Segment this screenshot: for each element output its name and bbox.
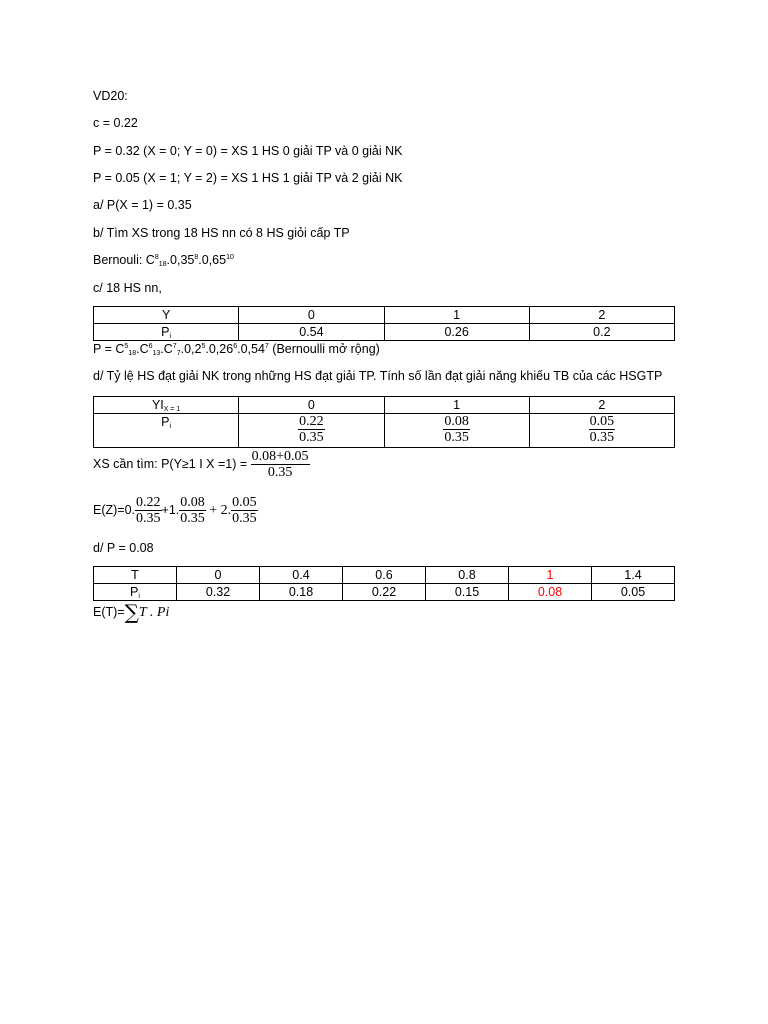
table-cell: 1 xyxy=(384,307,529,324)
table-cell: 1.4 xyxy=(592,567,675,584)
table-row xyxy=(94,584,675,601)
numerator: 0.05 xyxy=(589,414,615,429)
term: .C xyxy=(160,342,173,356)
numerator: 0.08 xyxy=(180,495,205,511)
table-header-row xyxy=(94,397,675,414)
table-cell: 0.54 xyxy=(239,324,384,341)
sub: 13 xyxy=(152,350,161,357)
generalized-bernoulli-formula xyxy=(93,341,380,357)
sub: X = 1 xyxy=(163,406,181,413)
conditional-probability-line xyxy=(93,448,310,480)
sup: 7 xyxy=(264,343,269,350)
bernoulli-prefix: Bernouli: C xyxy=(93,253,155,267)
row-label: P xyxy=(130,585,139,599)
table-cell: 0.26 xyxy=(384,324,529,341)
table-cell: 2 xyxy=(529,397,674,414)
table-cell: 1 xyxy=(384,397,529,414)
denominator: 0.35 xyxy=(299,430,324,445)
fraction xyxy=(231,495,258,526)
et-prefix: E(T)= xyxy=(93,605,125,619)
term: .0,54 xyxy=(237,342,265,356)
row-label: P xyxy=(161,415,170,429)
xs-prefix: XS cần tìm: P(Y≥1 I X =1) = xyxy=(93,457,251,471)
term: + 2. xyxy=(205,503,232,518)
sub: 18 xyxy=(128,350,137,357)
table-cell: 0 xyxy=(239,397,384,414)
table-cell: Y xyxy=(94,307,239,324)
row-label: YI xyxy=(151,398,164,412)
term: P = C xyxy=(93,342,125,356)
line-part-d2: d/ P = 0.08 xyxy=(93,541,154,555)
table-cell xyxy=(94,324,239,341)
denominator: 0.35 xyxy=(232,511,257,527)
line-c: c = 0.22 xyxy=(93,116,138,130)
fraction xyxy=(251,449,310,480)
sup: 8 xyxy=(154,254,159,261)
table-cell xyxy=(529,414,674,448)
numerator: 0.08+0.05 xyxy=(251,449,309,465)
table-cell xyxy=(384,414,529,448)
line-p-x0-y0: P = 0.32 (X = 0; Y = 0) = XS 1 HS 0 giải TP và 0 giải NK xyxy=(93,144,403,158)
table-cell: 0.6 xyxy=(343,567,426,584)
denominator: 0.35 xyxy=(267,465,293,481)
term: .C xyxy=(136,342,149,356)
sup: 6 xyxy=(148,343,153,350)
numerator: 0.22 xyxy=(136,495,161,511)
table-header-row xyxy=(94,567,675,584)
term: +1. xyxy=(161,503,180,517)
denominator: 0.35 xyxy=(180,511,205,527)
row-label: P xyxy=(161,325,170,339)
term: .0,2 xyxy=(180,342,202,356)
ez-prefix: E(Z)=0. xyxy=(93,503,136,517)
fraction xyxy=(179,495,206,526)
table-cell xyxy=(94,397,239,414)
table-cell: 0.22 xyxy=(343,584,426,601)
table-cell xyxy=(239,414,384,448)
table-cell: 0.18 xyxy=(260,584,343,601)
sup: 5 xyxy=(124,343,129,350)
line-part-b: b/ Tìm XS trong 18 HS nn có 8 HS giỏi cấp TP xyxy=(93,226,350,240)
numerator: 0.22 xyxy=(299,414,324,429)
table-cell: 2 xyxy=(529,307,674,324)
sum-term: T . Pi xyxy=(138,605,170,620)
term: (Bernoulli mở rộng) xyxy=(268,342,380,356)
table-header-row xyxy=(94,307,675,324)
table-cell: 1 xyxy=(509,567,592,584)
sup: 8 xyxy=(194,254,199,261)
sup: 10 xyxy=(226,254,234,261)
term: .0,65 xyxy=(198,253,227,267)
sigma-icon: ∑ xyxy=(124,600,139,624)
fraction xyxy=(443,414,470,445)
conditional-distribution-table xyxy=(93,396,675,448)
table-cell: 0.15 xyxy=(426,584,509,601)
fraction xyxy=(589,414,616,445)
table-cell: 0.4 xyxy=(260,567,343,584)
table-cell: 0.05 xyxy=(592,584,675,601)
line-part-c: c/ 18 HS nn, xyxy=(93,281,162,295)
numerator: 0.05 xyxy=(232,495,257,511)
sub: 7 xyxy=(176,350,181,357)
table-cell xyxy=(94,584,177,601)
sub: i xyxy=(138,593,140,600)
table-cell: 0.2 xyxy=(529,324,674,341)
table-cell: 0.08 xyxy=(509,584,592,601)
sup: 7 xyxy=(172,343,177,350)
distribution-table-t xyxy=(93,566,675,601)
table-row xyxy=(94,324,675,341)
expectation-t-line xyxy=(93,602,169,623)
expectation-z-line xyxy=(93,494,258,527)
table-cell: 0.8 xyxy=(426,567,509,584)
bernoulli-formula xyxy=(93,252,234,268)
term: .0,26 xyxy=(205,342,234,356)
table-cell: 0.32 xyxy=(177,584,260,601)
denominator: 0.35 xyxy=(136,511,161,527)
table-cell: T xyxy=(94,567,177,584)
fraction xyxy=(135,495,162,526)
table-cell: 0 xyxy=(177,567,260,584)
example-title: VD20: xyxy=(93,89,128,103)
sub: i xyxy=(169,333,172,340)
table-cell xyxy=(94,414,239,448)
denominator: 0.35 xyxy=(589,430,615,445)
line-p-x1-y2: P = 0.05 (X = 1; Y = 2) = XS 1 HS 1 giải TP và 2 giải NK xyxy=(93,171,403,185)
sub: 18 xyxy=(158,261,167,268)
numerator: 0.08 xyxy=(444,414,469,429)
line-part-a: a/ P(X = 1) = 0.35 xyxy=(93,198,192,212)
sup: 6 xyxy=(233,343,238,350)
sub: i xyxy=(169,423,172,430)
denominator: 0.35 xyxy=(444,430,469,445)
table-row xyxy=(94,414,675,448)
term: .0,35 xyxy=(166,253,195,267)
line-part-d: d/ Tỷ lệ HS đạt giải NK trong những HS đạt giải TP. Tính số lần đạt giải năng khiếu TB của các HSGTP xyxy=(93,369,663,383)
fraction xyxy=(298,414,325,445)
distribution-table-y xyxy=(93,306,675,341)
table-cell: 0 xyxy=(239,307,384,324)
sup: 5 xyxy=(201,343,206,350)
